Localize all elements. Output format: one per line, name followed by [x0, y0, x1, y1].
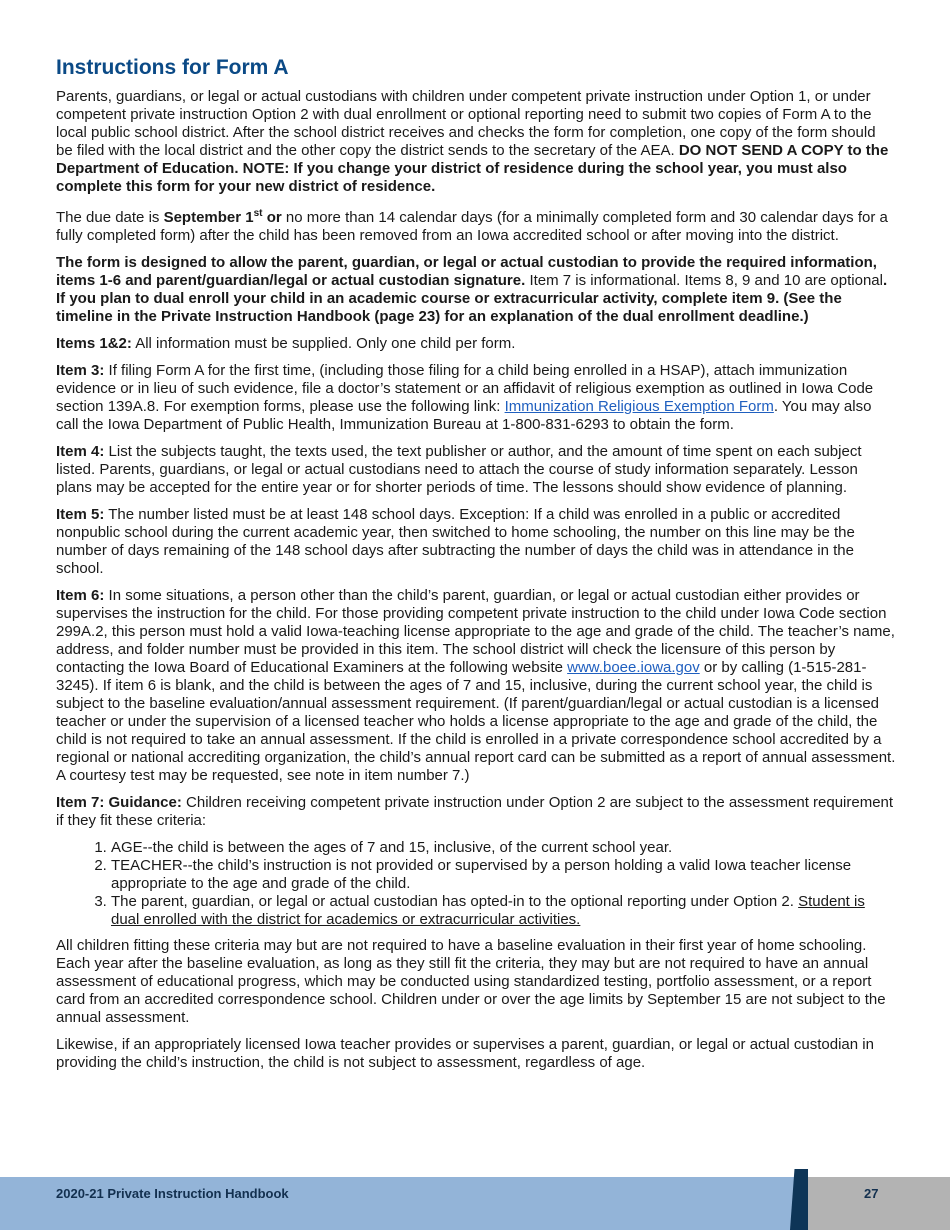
intro-bold-note: DO NOT SEND A COPY to the Department of Education. NOTE: If you change your district of residence during the school year, you must also complete this form for your new district of residence.: [56, 142, 889, 195]
item-4-text: List the subjects taught, the texts used, the text publisher or author, and the amount of time spent on each subject listed. Parents, guardians, or legal or actual custodians need to attach the course of study information separately. Lesson plans may be accepted for the entire year or for shorter periods of time. The lessons should show evidence of planning.: [56, 443, 862, 496]
list-item: 1. AGE--the child is between the ages of 7 and 15, inclusive, of the current school year.: [111, 839, 896, 857]
page-number: 27: [864, 1186, 879, 1201]
item-3-text-1: If filing Form A for the first time, (including those filing for a child being enrolled in a HSAP), attach immunization evidence or in lieu of such evidence, file a doctor’s statement or an affidavit of religious exemption as outlined in Iowa Code section 139A.8. For exemption forms, please use the following link:: [56, 362, 874, 415]
document-body: [56, 56, 896, 1081]
item-6-paragraph: [56, 587, 896, 785]
list-item: [111, 893, 896, 929]
item-3-text-2: . You may also call the Iowa Department of Public Health, Immunization Bureau at 1-800-831-6293 to obtain the form.: [56, 398, 872, 433]
design-bold-1: The form is designed to allow the parent, guardian, or legal or actual custodian to provide the required information, items 1-6 and parent/guardian/legal or actual custodian signature.: [56, 254, 877, 289]
due-rest: no more than 14 calendar days (for a minimally completed form and 30 calendar days for a fully completed form) after the child has been removed from an Iowa accredited school or after moving into the district.: [56, 209, 888, 244]
form-design-paragraph: [56, 254, 896, 326]
likewise-paragraph: Likewise, if an appropriately licensed Iowa teacher provides or supervises a parent, guardian, or legal or actual custodian in providing the child’s instruction, the child is not subject to assessment, regardless of age.: [56, 1036, 874, 1071]
design-bold-2: . If you plan to dual enroll your child in an academic course or extracurricular activity, complete item 9. (See the timeline in the Private Instruction Handbook (page 23) for an explanation of the dual enrollment deadline.): [56, 272, 888, 325]
due-or: or: [262, 209, 282, 226]
due-date-sup: st: [253, 208, 263, 219]
item-5-text: The number listed must be at least 148 school days. Exception: If a child was enrolled in a public or accredited nonpublic school during the current academic year, then switched to home schooling, the number on this line may be the number of days remaining of the 148 school days after subtracting the number of days the child was in attendance in the school.: [56, 506, 855, 577]
item-5-paragraph: [56, 506, 896, 578]
footer-title: 2020-21 Private Instruction Handbook: [56, 1186, 289, 1201]
due-prefix: The due date is: [56, 209, 164, 226]
item-6-label: Item 6:: [56, 587, 105, 604]
due-date-paragraph: [56, 205, 896, 245]
page-title: Instructions for Form A: [56, 56, 289, 79]
criteria-list: [56, 839, 896, 929]
intro-paragraph: [56, 88, 896, 196]
intro-text: Parents, guardians, or legal or actual custodians with children under competent private instruction under Option 1, or under competent private instruction Option 2 with dual enrollment or optional reporting need to submit two copies of Form A to the local public school district. After the school district receives and checks the form for completion, one copy of the form should be filed with the local district and the other copy the district sends to the secretary of the AEA.: [56, 88, 876, 159]
boee-website-link[interactable]: www.boee.iowa.gov: [567, 659, 700, 676]
due-date: [164, 209, 282, 226]
item-6-text-1: In some situations, a person other than the child’s parent, guardian, or legal or actual custodian either provides or supervises the instruction for the child. For those providing competent private instruction to the child under Iowa Code section 299A.2, this person must hold a valid Iowa-teaching license appropriate to the age and grade of the child. The teacher’s name, address, and folder number must be provided in this item. The school district will check the licensure of this person by contacting the Iowa Board of Educational Examiners at the following website: [56, 587, 895, 676]
footer-band: [0, 1177, 950, 1230]
item-6-text-2: or by calling (1-515-281-3245). If item 6 is blank, and the child is between the ages of 7 and 15, inclusive, during the current school year, the child is subject to the baseline evaluation/annual assessment requirement. (If parent/guardian/legal or actual custodian is a licensed teacher or under the supervision of a licensed teacher who holds a license appropriate to the age and grade of the child, the child is not required to take an annual assessment. If the child is enrolled in a private correspondence school accredited by a regional or national accrediting organization, the child’s annual report card can be submitted as a report of annual assessment. A courtesy test may be requested, see note in item number 7.): [56, 659, 896, 784]
items-1-2-text: All information must be supplied. Only one child per form.: [131, 335, 516, 352]
criteria-3-underlined: Student is dual enrolled with the district for academics or extracurricular activities.: [111, 893, 865, 928]
list-item: 2. TEACHER--the child’s instruction is not provided or supervised by a person holding a valid Iowa teacher license appropriate to the age and grade of the child.: [111, 857, 896, 893]
immunization-exemption-link[interactable]: Immunization Religious Exemption Form: [504, 398, 774, 415]
item-3-paragraph: [56, 362, 896, 434]
criteria-3-text: The parent, guardian, or legal or actual custodian has opted-in to the optional reporting under Option 2.: [111, 893, 799, 910]
items-1-2-label: Items 1&2:: [56, 335, 132, 352]
item-4-label: Item 4:: [56, 443, 105, 460]
item-7-paragraph: [56, 794, 896, 830]
item-7-label: Item 7: Guidance:: [56, 794, 182, 811]
item-7-text: Children receiving competent private instruction under Option 2 are subject to the assessment requirement if they fit these criteria:: [56, 794, 894, 829]
footer-page-box: [808, 1177, 950, 1230]
design-text-1: Item 7 is informational. Items 8, 9 and 10 are optional: [525, 272, 883, 289]
item-3-label: Item 3:: [56, 362, 105, 379]
items-1-2-paragraph: [56, 335, 896, 353]
item-5-label: Item 5:: [56, 506, 105, 523]
due-date-text: September 1: [163, 209, 254, 226]
all-children-paragraph: All children fitting these criteria may but are not required to have a baseline evaluation in their first year of home schooling. Each year after the baseline evaluation, as long as they still fit the criteria, they may but are not required to have an annual assessment of educational progress, which may be conducted using standardized testing, portfolio assessment, or a report card from an accredited correspondence school. Children under or over the age limits by September 15 are not subject to the annual assessment.: [56, 937, 886, 1026]
footer-accent-tab: [790, 1169, 808, 1230]
item-4-paragraph: [56, 443, 896, 497]
